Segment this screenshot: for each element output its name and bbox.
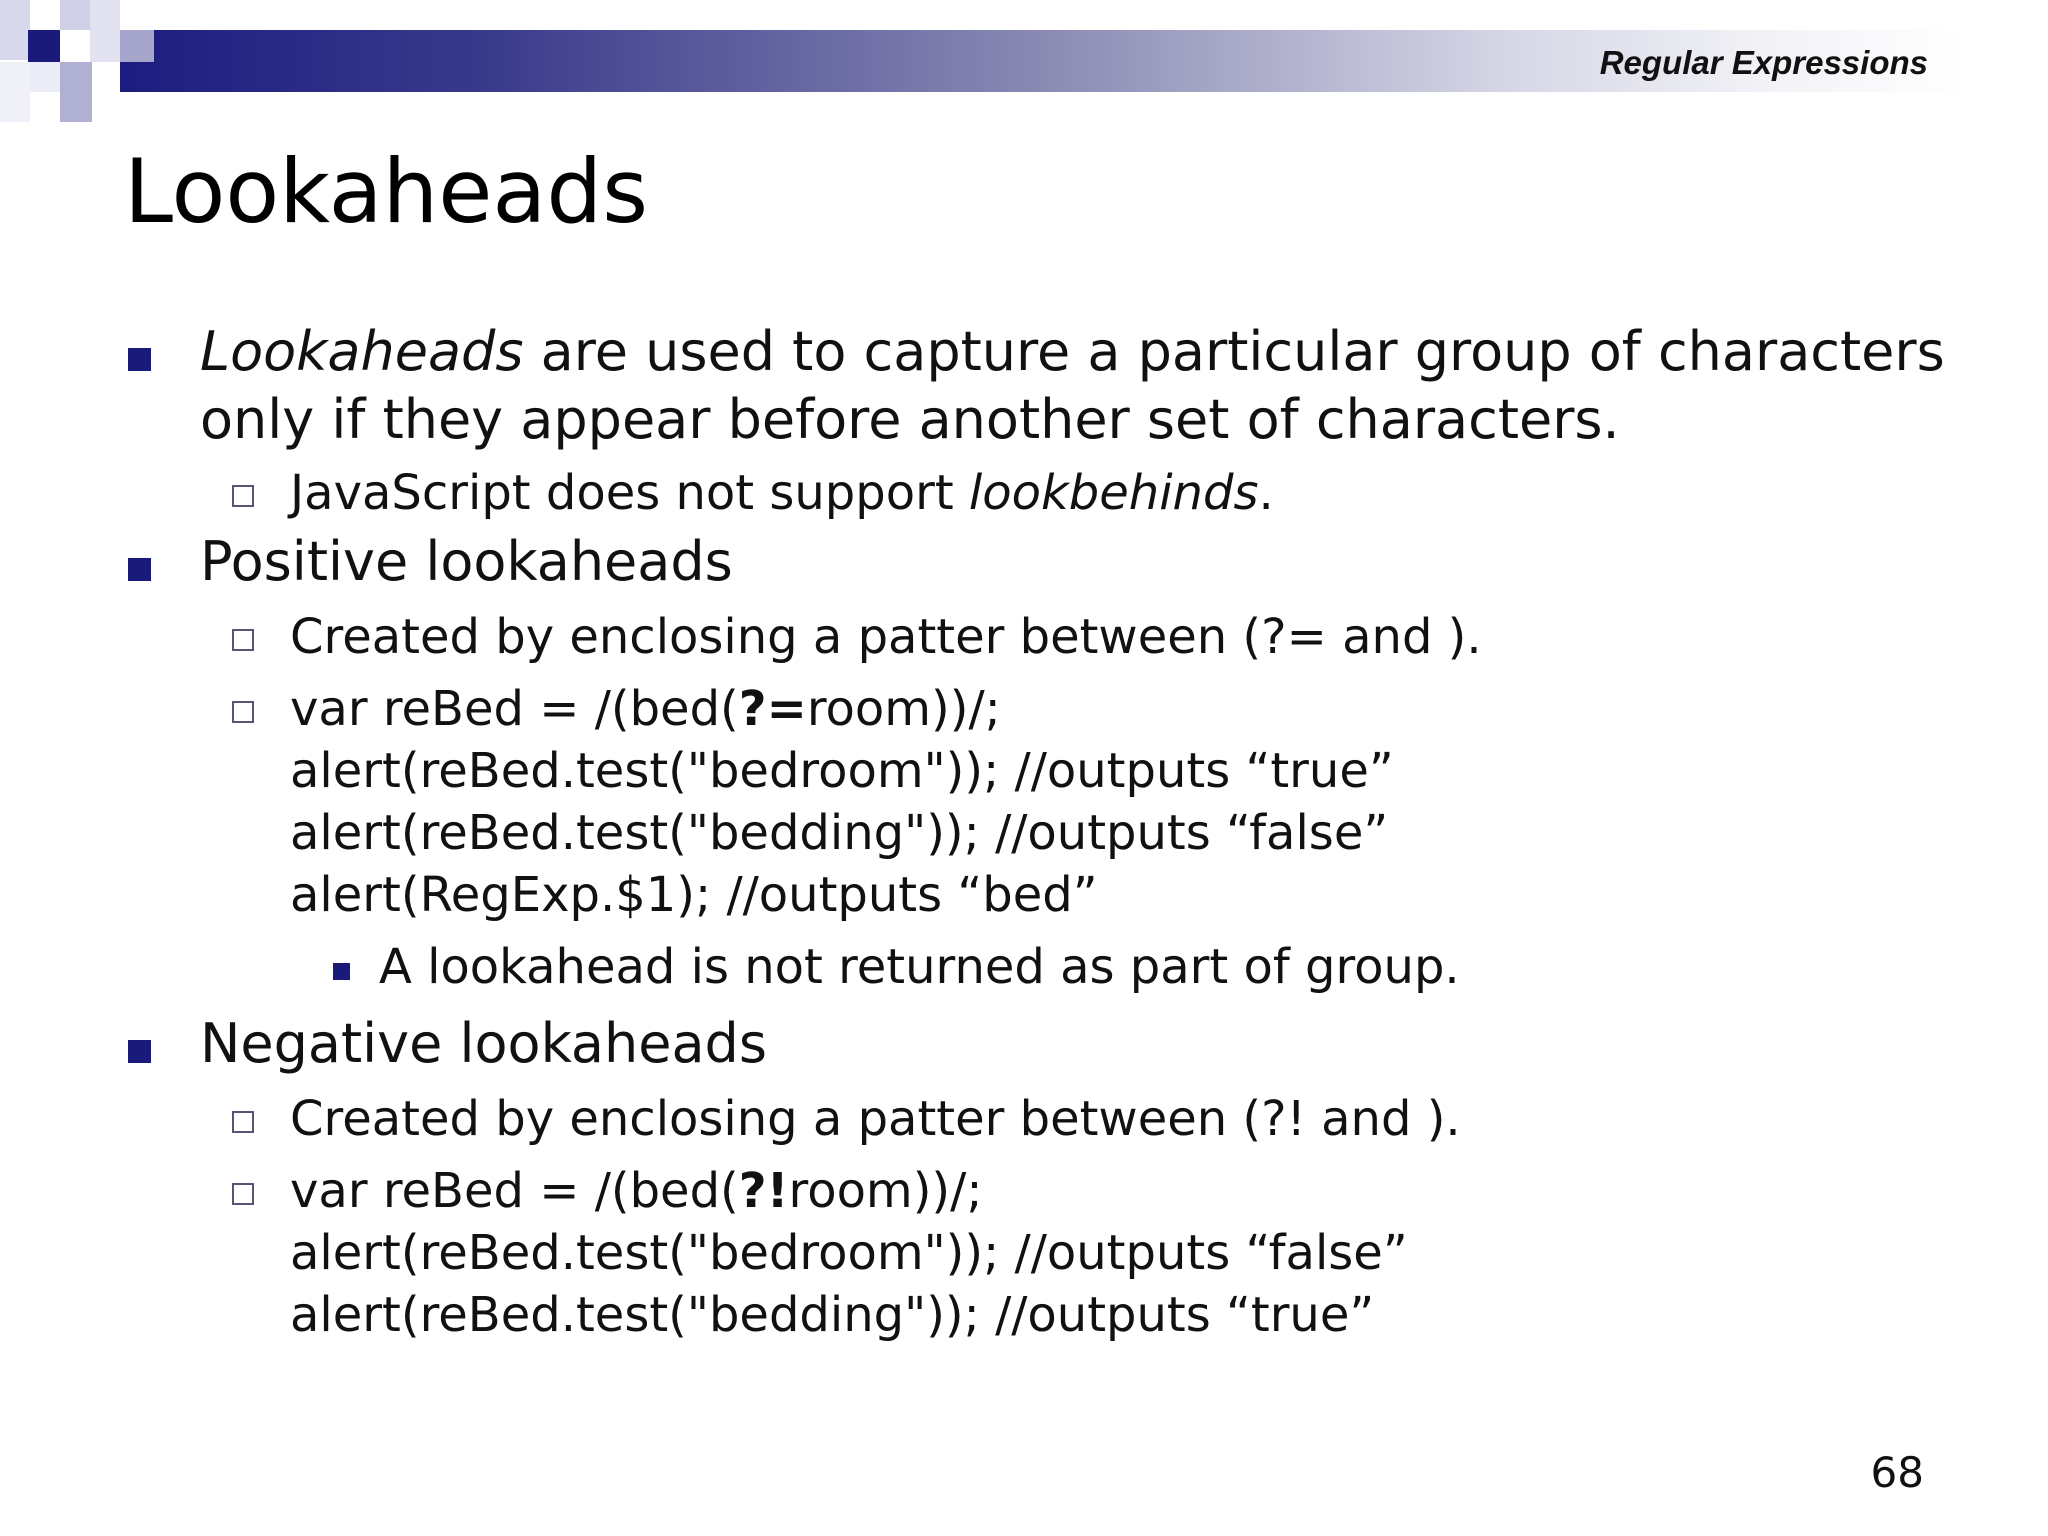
small-square-bullet-icon — [333, 963, 350, 980]
bullet-label: Negative lookaheads — [200, 1012, 767, 1075]
sub-bullet-text: Created by enclosing a patter between (?= and ). — [290, 609, 1482, 665]
bullet-text: are used to capture a particular group of characters only if they appear before another set of characters. — [200, 320, 1945, 451]
hollow-square-bullet-icon — [232, 485, 254, 507]
sub-bullet-punct: . — [1258, 465, 1274, 521]
code-line-3: alert(reBed.test("bedding")); //outputs “false” — [290, 805, 1389, 861]
sub-sub-bullet-note — [0, 936, 2048, 998]
code-line-2: alert(reBed.test("bedroom")); //outputs “false” — [290, 1225, 1408, 1281]
sub-bullet-lookbehinds — [0, 462, 2048, 524]
code-line-1: var reBed = /(bed(?=room))/; — [290, 681, 1001, 737]
hollow-square-bullet-icon — [232, 1111, 254, 1133]
code-line-2: alert(reBed.test("bedroom")); //outputs “true” — [290, 743, 1394, 799]
sub-bullet-text: Created by enclosing a patter between (?! and ). — [290, 1091, 1461, 1147]
header-title: Regular Expressions — [1599, 44, 1928, 81]
page-number: 68 — [1870, 1448, 1924, 1497]
bullet-lookaheads-definition — [0, 318, 2048, 454]
sub-bullet-positive-syntax — [0, 606, 2048, 668]
slide-content — [0, 318, 2048, 1346]
hollow-square-bullet-icon — [232, 701, 254, 723]
bullet-label: Positive lookaheads — [200, 530, 733, 593]
square-bullet-icon — [128, 348, 151, 371]
sub-bullet-text: JavaScript does not support — [290, 465, 969, 521]
sub-bullet-positive-code — [0, 678, 2048, 926]
square-bullet-icon — [128, 1040, 151, 1063]
code-line-1: var reBed = /(bed(?!room))/; — [290, 1163, 983, 1219]
note-text: A lookahead is not returned as part of group. — [379, 939, 1460, 995]
sub-bullet-negative-syntax — [0, 1088, 2048, 1150]
code-line-3: alert(reBed.test("bedding")); //outputs “true” — [290, 1287, 1375, 1343]
bullet-term: Lookaheads — [200, 320, 524, 383]
hollow-square-bullet-icon — [232, 629, 254, 651]
hollow-square-bullet-icon — [232, 1183, 254, 1205]
sub-bullet-term: lookbehinds — [968, 465, 1259, 521]
sub-bullet-negative-code — [0, 1160, 2048, 1346]
bullet-positive-lookaheads — [0, 528, 2048, 596]
square-bullet-icon — [128, 558, 151, 581]
slide-title: Lookaheads — [124, 140, 649, 243]
bullet-negative-lookaheads — [0, 1010, 2048, 1078]
code-line-4: alert(RegExp.$1); //outputs “bed” — [290, 867, 1098, 923]
